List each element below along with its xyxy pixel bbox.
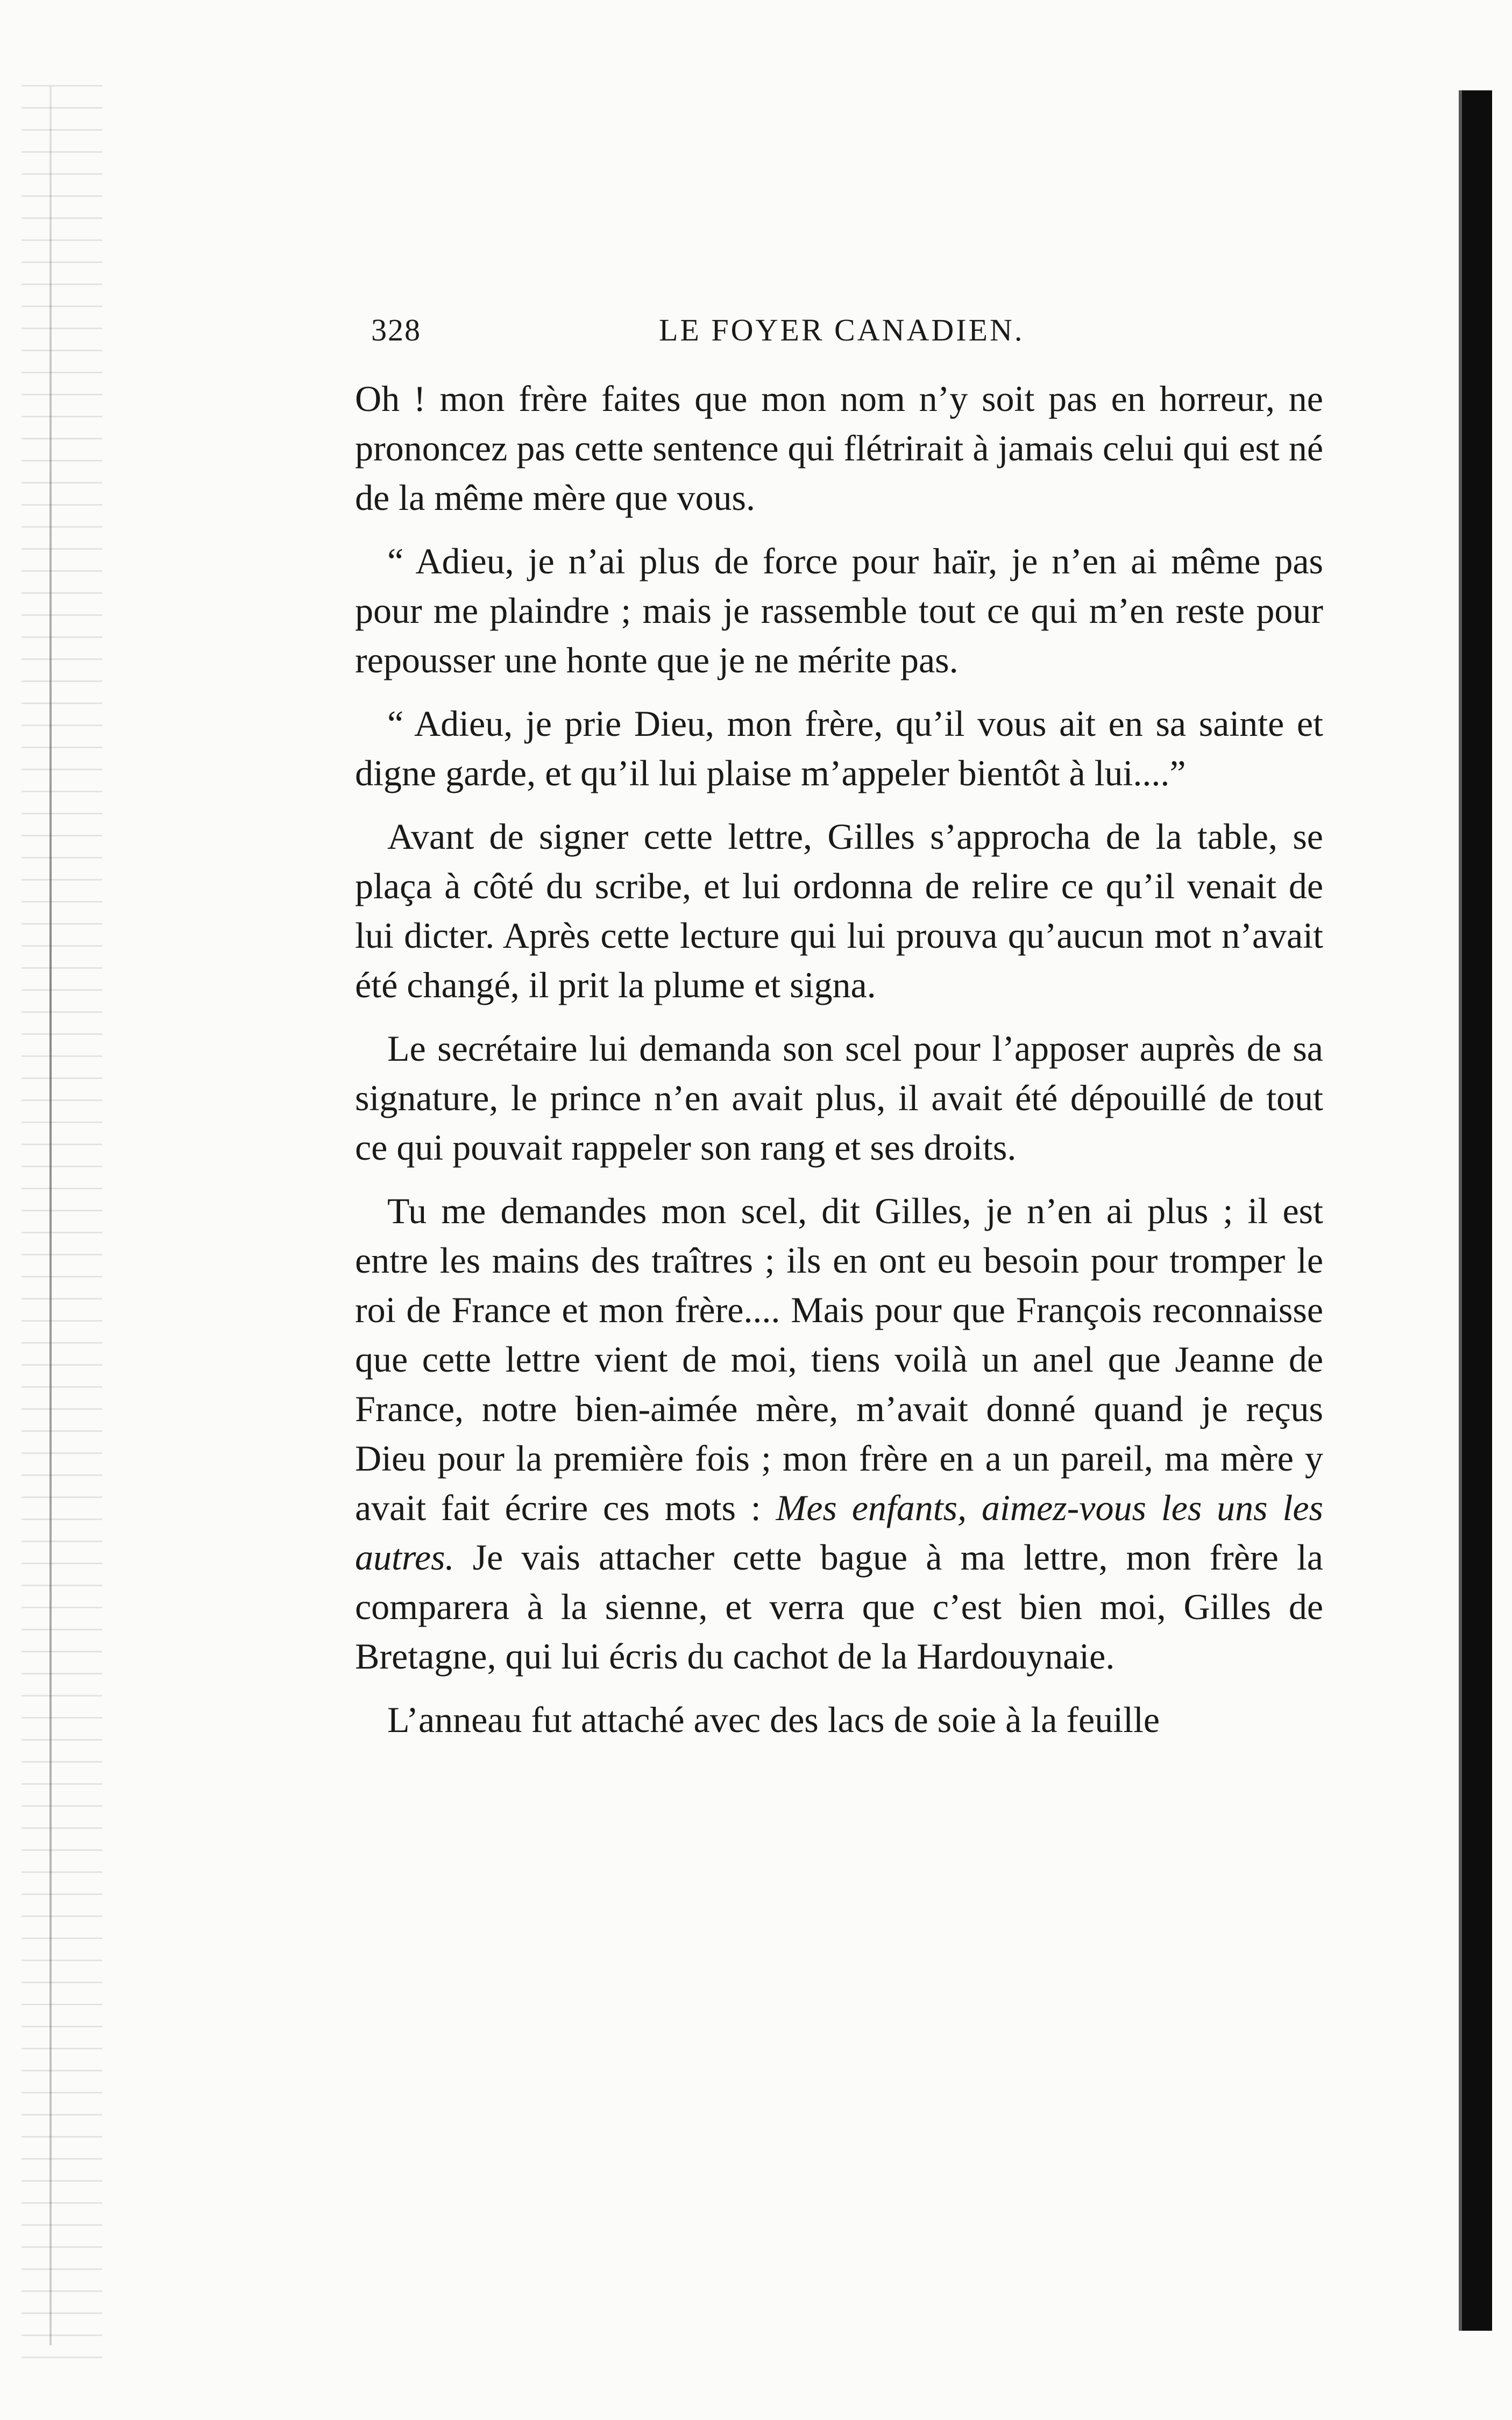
paragraph-1: Oh ! mon frère faites que mon nom n’y soit pas en horreur, ne prononcez pas cette sentence qui flétrirait à jamais celui qui est né de la même mère que vous. — [355, 378, 1323, 518]
paragraph-6-end: Je vais attacher cette bague à ma lettre, mon frère la comparera à la sienne, et verra que c’est bien moi, Gilles de Bretagne, qui lui écris du cachot de la Hardouynaie. — [355, 1537, 1323, 1677]
page-number: 328 — [371, 313, 421, 347]
scan-right-black-border — [1462, 90, 1492, 2331]
page-header — [371, 312, 1425, 355]
paragraph-2: “ Adieu, je n’ai plus de force pour haïr, je n’en ai même pas pour me plaindre ; mais je rassemble tout ce qui m’en reste pour repousser une honte que je ne mérite pas. — [355, 541, 1323, 680]
paragraph-4: Avant de signer cette lettre, Gilles s’approcha de la table, se plaça à côté du scribe, et lui ordonna de relire ce qu’il venait de lui dicter. Après cette lecture qui lui prouva qu’aucun mot n’avait été changé, il prit la plume et signa. — [355, 816, 1323, 1005]
paragraph-6-italic-motto: Mes enfants, aimez-vous les uns les autres. — [355, 1487, 1323, 1578]
paragraph-6-start: Tu me demandes mon scel, dit Gilles, je n’en ai plus ; il est entre les mains des traîtres ; ils en ont eu besoin pour tromper le roi de France et mon frère.... Mais pour que François reconnaisse que cette lettre vient de moi, tiens voilà un anel que Jeanne de France, notre bien-aimée mère, m’avait donné quand je reçus Dieu pour la première fois ; mon frère en a un pareil, ma mère y avait fait écrire ces mots : — [355, 1190, 1323, 1528]
paragraph-6 — [355, 1186, 1323, 1681]
scan-binding-shadow — [49, 86, 52, 2345]
paragraph-7: L’anneau fut attaché avec des lacs de soie à la feuille — [387, 1699, 1160, 1740]
paragraph-3: “ Adieu, je prie Dieu, mon frère, qu’il vous ait en sa sainte et digne garde, et qu’il lui plaise m’appeler bientôt à lui....” — [355, 703, 1323, 793]
running-title: LE FOYER CANADIEN. — [659, 313, 1025, 347]
paragraph-5: Le secrétaire lui demanda son scel pour l’apposer auprès de sa signature, le prince n’en avait plus, il avait été dépouillé de tout ce qui pouvait rappeler son rang et ses droits. — [355, 1028, 1323, 1168]
scan-edge-speckle — [22, 65, 102, 2378]
page-body-text — [355, 374, 1323, 1758]
